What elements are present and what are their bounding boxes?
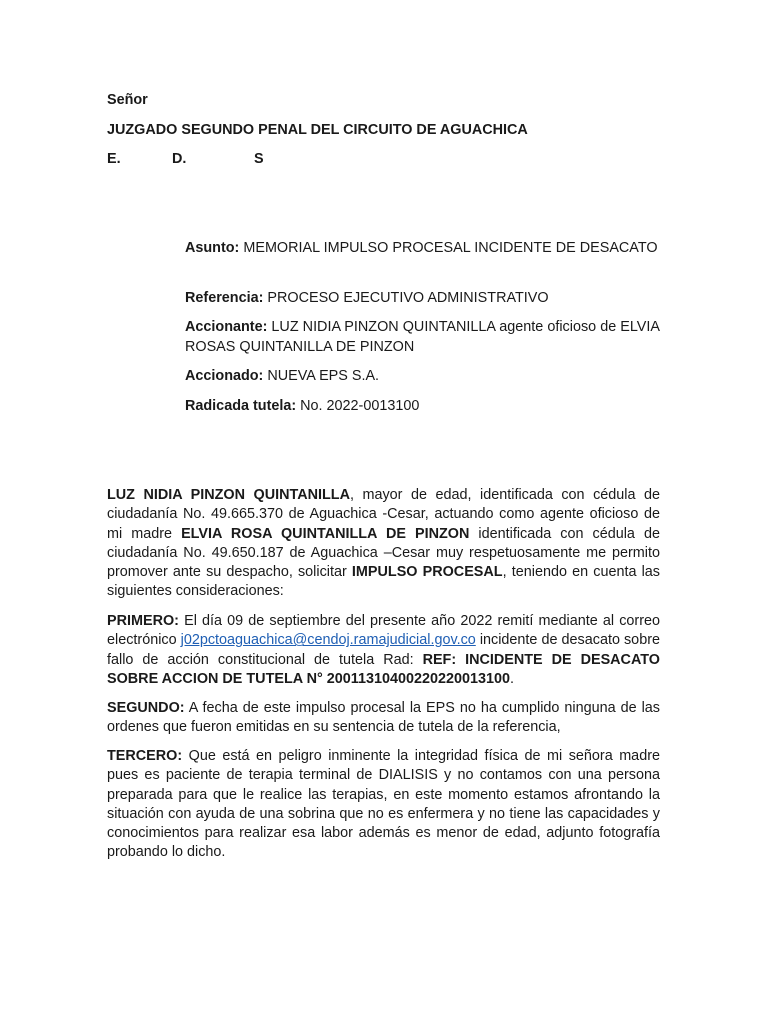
referencia-line [185,289,660,309]
asunto-value: MEMORIAL IMPULSO PROCESAL INCIDENTE DE DESACATO [239,240,658,256]
intro-text-1: , mayor de edad, identificada con cédula de ciudadanía No. 49.665.370 de Aguachica -Cesar, actuando como agente oficioso de mi madre [107,487,660,542]
tercero-text: Que está en peligro inminente la integridad física de mi señora madre pues es paciente de terapia terminal de DIALISIS y no contamos con una persona preparada para que le realice las terapias, en este momento estamos afrontando la situación con ayuda de una sobrina que no es enfermera y no tiene las capacidades y conocimientos para realizar esa labor además es menor de edad, adjunto fotografía probando lo dicho. [107,748,660,861]
tercero-label: TERCERO: [107,748,183,764]
asunto-label: Asunto: [185,240,240,256]
radicada-label: Radicada tutela: [185,398,297,414]
intro-text-2: identificada con cédula de ciudadanía No. 49.650.187 de Aguachica –Cesar muy respetuosamente me permito promover ante su despacho, solicitar [107,525,660,581]
referencia-label: Referencia: [185,290,264,306]
segundo-text: A fecha de este impulso procesal la EPS no ha cumplido ninguna de las ordenes que fueron emitidas en su sentencia de tutela de la referencia, [107,700,660,736]
radicada-line [185,397,660,417]
court-name: JUZGADO SEGUNDO PENAL DEL CIRCUITO DE AGUACHICA [107,122,528,138]
eds-d: D. [172,151,187,167]
tercero-paragraph [107,747,660,863]
intro-text-3: , teniendo en cuenta las siguientes consideraciones: [107,564,661,600]
segundo-paragraph [107,699,660,738]
asunto-line [185,239,660,259]
accionado-value: NUEVA EPS S.A. [263,368,380,384]
accionado-line [185,367,660,387]
petitioner-name: LUZ NIDIA PINZON QUINTANILLA [107,487,350,503]
accionante-label: Accionante: [185,319,268,335]
primero-label: PRIMERO: [107,613,179,629]
primero-paragraph [107,612,660,689]
eds-e: E. [107,151,121,167]
accionado-label: Accionado: [185,368,264,384]
eds-s: S [254,151,264,167]
radicada-value: No. 2022-0013100 [296,398,420,414]
primero-text-3: . [510,670,515,687]
intro-paragraph [107,486,660,602]
accionante-line [185,318,660,358]
primero-text-1: El día 09 de septiembre del presente año 2022 remití mediante al correo electrónico [107,613,660,649]
mother-name: ELVIA ROSA QUINTANILLA DE PINZON [181,525,470,542]
court-email-link[interactable]: j02pctoaguachica@cendoj.ramajudicial.gov.co [180,632,476,649]
impulso-procesal: IMPULSO PROCESAL [351,564,503,581]
primero-text-2: incidente de desacato sobre fallo de acción constitucional de tutela Rad: [107,632,660,668]
accionante-value: LUZ NIDIA PINZON QUINTANILLA agente oficioso de ELVIA ROSAS QUINTANILLA DE PINZON [185,319,660,355]
segundo-label: SEGUNDO: [107,700,185,716]
referencia-value: PROCESO EJECUTIVO ADMINISTRATIVO [263,290,549,306]
greeting: Señor [107,92,148,108]
primero-ref: REF: INCIDENTE DE DESACATO SOBRE ACCION DE TUTELA N° 20011310400220220013100 [107,651,660,687]
eds-abbreviation [107,151,407,171]
